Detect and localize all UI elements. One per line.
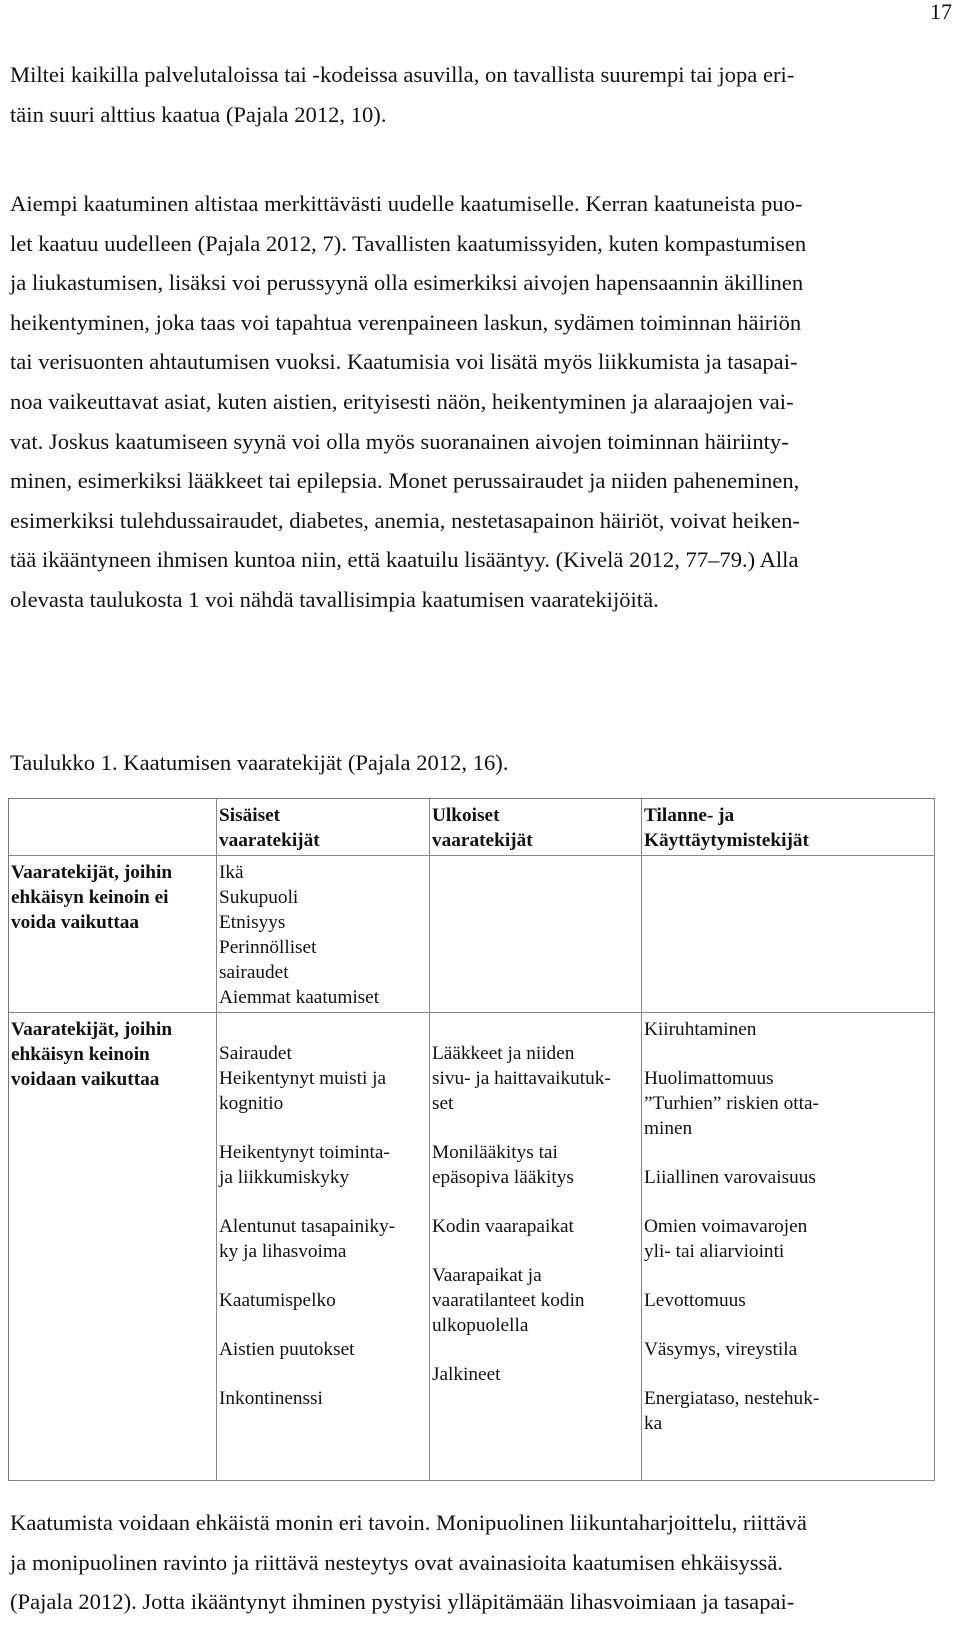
column-header-external: Ulkoiset vaaratekijät xyxy=(430,799,642,856)
text-line: ja liukastumisen, lisäksi voi perussyynä olla esimerkiksi aivojen hapensaannin äkillinen xyxy=(10,270,804,296)
list-item: Kiiruhtaminen xyxy=(644,1019,757,1040)
list-item: Energiataso, nestehuk- ka xyxy=(644,1388,820,1434)
risk-factor-table xyxy=(8,798,935,1481)
list-item: Väsymys, vireystila xyxy=(644,1339,798,1360)
table-row-modifiable xyxy=(9,1013,935,1481)
cell-situational-modifiable xyxy=(642,1013,935,1481)
list-item: Sairaudet Heikentynyt muisti ja kognitio xyxy=(219,1043,387,1114)
paragraph-fall-prevention xyxy=(10,1503,948,1622)
list-item: Lääkkeet ja niiden sivu- ja haittavaikutuk- set xyxy=(432,1043,611,1114)
text-line: ja monipuolinen ravinto ja riittävä nesteytys ovat avainasioita kaatumisen ehkäisyssä. xyxy=(10,1549,784,1575)
column-header-internal: Sisäiset vaaratekijät xyxy=(217,799,430,856)
list-item: Heikentynyt toiminta- ja liikkumiskyky xyxy=(219,1142,390,1188)
text-line: (Pajala 2012). Jotta ikääntynyt ihminen pystyisi ylläpitämään lihasvoimiaan ja tasapai- xyxy=(10,1589,795,1615)
cell-situational-non-modifiable xyxy=(642,856,935,1013)
list-item: Liiallinen varovaisuus xyxy=(644,1167,816,1188)
page-number: 17 xyxy=(930,0,952,24)
paragraph-fall-causes xyxy=(10,184,948,620)
list-item: Aistien puutokset xyxy=(219,1339,355,1360)
table-row-non-modifiable xyxy=(9,856,935,1013)
text-line: tää ikääntyneen ihmisen kuntoa niin, että kaatuilu lisääntyy. (Kivelä 2012, 77–79.) Alla xyxy=(10,547,799,573)
table-corner-cell xyxy=(9,799,217,856)
text-line: olevasta taulukosta 1 voi nähdä tavallisimpia kaatumisen vaaratekijöitä. xyxy=(10,586,659,612)
list-item: Huolimattomuus ”Turhien” riskien otta- minen xyxy=(644,1068,819,1139)
text-line: noa vaikeuttavat asiat, kuten aistien, erityisesti näön, heikentyminen ja alaraajojen vai- xyxy=(10,388,794,414)
row-header-non-modifiable: Vaaratekijät, joihin ehkäisyn keinoin ei voida vaikuttaa xyxy=(9,856,217,1013)
table-caption: Taulukko 1. Kaatumisen vaaratekijät (Pajala 2012, 16). xyxy=(10,750,509,775)
text-line: esimerkiksi tulehdussairaudet, diabetes, anemia, nestetasapainon häiriöt, voivat heiken- xyxy=(10,507,800,533)
list-item: Monilääkitys tai epäsopiva lääkitys xyxy=(432,1142,574,1188)
text-line: minen, esimerkiksi lääkkeet tai epilepsia. Monet perussairaudet ja niiden paheneminen, xyxy=(10,468,800,494)
list-item: Kaatumispelko xyxy=(219,1290,336,1311)
row-header-modifiable: Vaaratekijät, joihin ehkäisyn keinoin voidaan vaikuttaa xyxy=(9,1013,217,1481)
text-line: Miltei kaikilla palvelutaloissa tai -kodeissa asuvilla, on tavallista suurempi tai jopa eri- xyxy=(10,62,795,87)
list-item: Vaarapaikat ja vaaratilanteet kodin ulkopuolella xyxy=(432,1265,585,1336)
list-item: Kodin vaarapaikat xyxy=(432,1216,574,1237)
text-line: let kaatuu uudelleen (Pajala 2012, 7). Tavallisten kaatumissyiden, kuten kompastumisen xyxy=(10,230,807,256)
cell-external-non-modifiable xyxy=(430,856,642,1013)
paragraph-fall-susceptibility xyxy=(10,55,948,134)
list-item: Omien voimavarojen yli- tai aliarviointi xyxy=(644,1216,808,1262)
text-line: Aiempi kaatuminen altistaa merkittävästi uudelle kaatumiselle. Kerran kaatuneista puo- xyxy=(10,191,803,216)
column-header-situational: Tilanne- ja Käyttäytymistekijät xyxy=(642,799,935,856)
list-item: Jalkineet xyxy=(432,1364,501,1385)
text-line: heikentyminen, joka taas voi tapahtua verenpaineen laskun, sydämen toiminnan häiriön xyxy=(10,309,802,335)
list-item: Alentunut tasapainiky- ky ja lihasvoima xyxy=(219,1216,396,1262)
text-line: täin suuri alttius kaatua (Pajala 2012, 10). xyxy=(10,101,387,127)
cell-external-modifiable xyxy=(430,1013,642,1481)
cell-internal-modifiable xyxy=(217,1013,430,1481)
text-line: Kaatumista voidaan ehkäistä monin eri tavoin. Monipuolinen liikuntaharjoittelu, riittävä xyxy=(10,1510,807,1535)
text-line: vat. Joskus kaatumiseen syynä voi olla myös suoranainen aivojen toiminnan häiriinty- xyxy=(10,428,789,454)
list-item: Inkontinenssi xyxy=(219,1388,323,1409)
cell-internal-non-modifiable: Ikä Sukupuoli Etnisyys Perinnölliset sairaudet Aiemmat kaatumiset xyxy=(217,856,430,1013)
text-line: tai verisuonten ahtautumisen vuoksi. Kaatumisia voi lisätä myös liikkumista ja tasapai- xyxy=(10,349,798,375)
list-item: Levottomuus xyxy=(644,1290,746,1311)
table-header-row xyxy=(9,799,935,856)
